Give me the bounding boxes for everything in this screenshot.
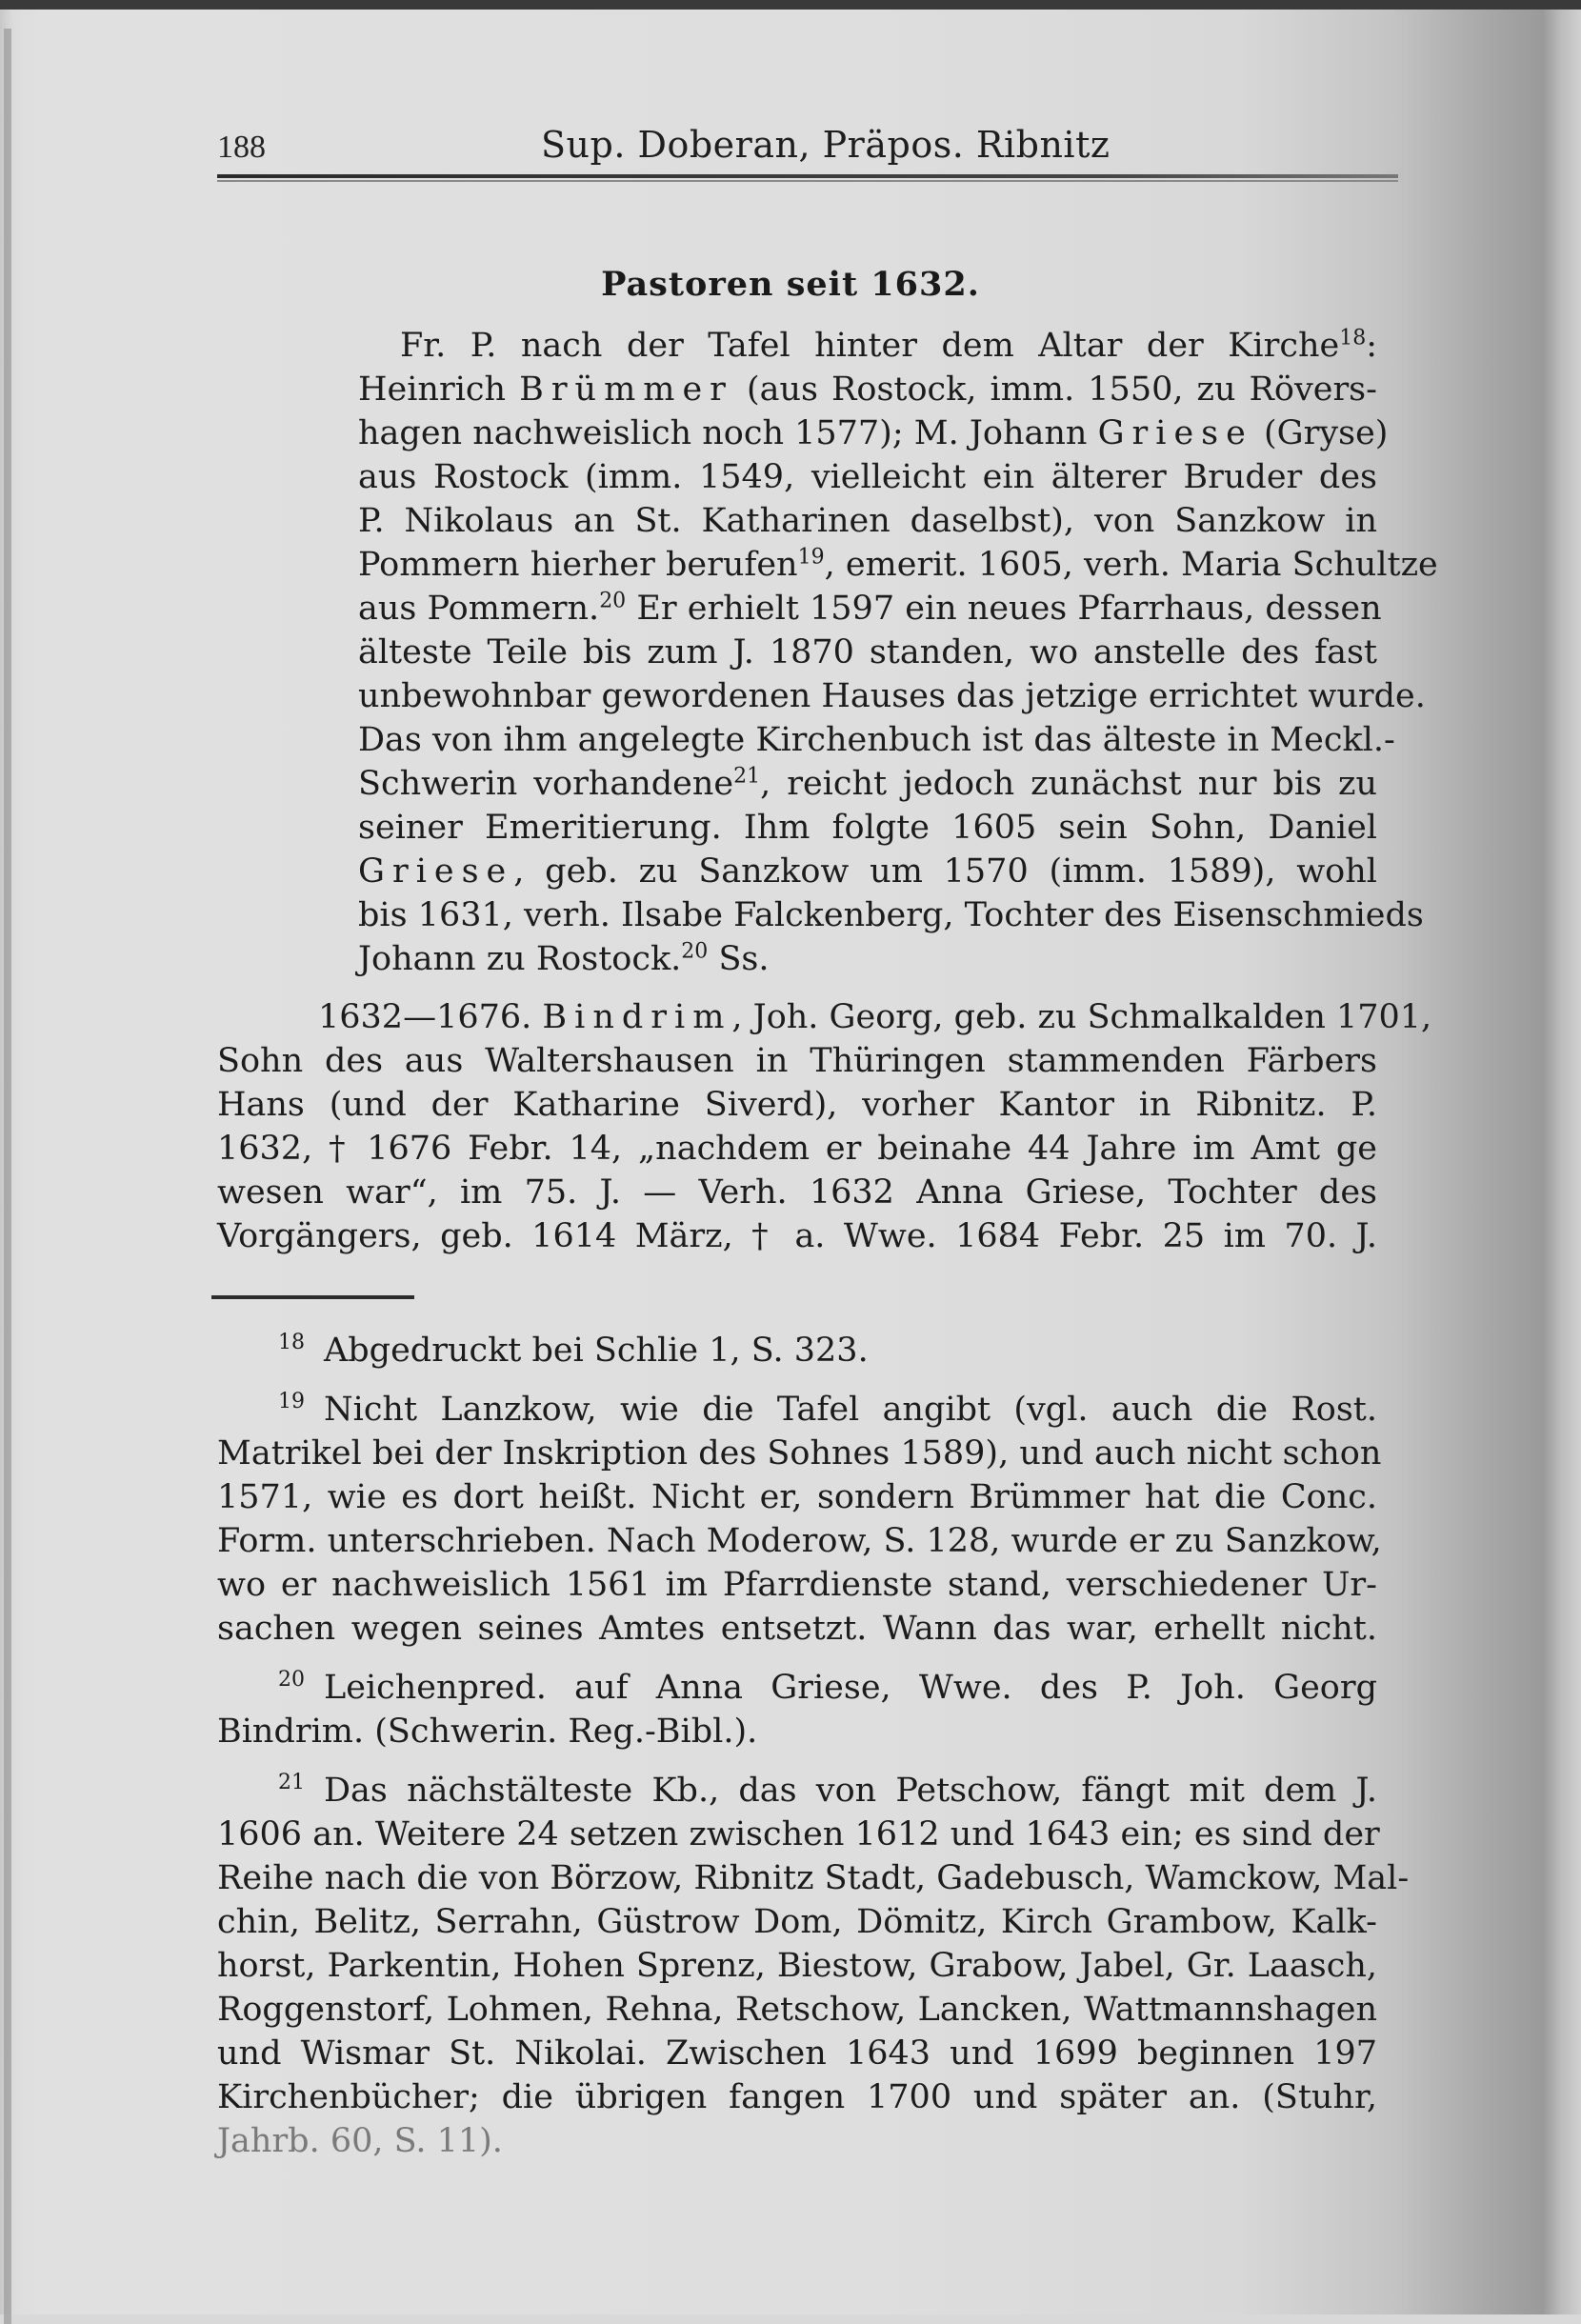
header-rule: [217, 174, 1398, 178]
paragraph-line: P. Nikolaus an St. Katharinen daselbst), von Sanzkow in: [358, 502, 1377, 540]
paragraph-line: Schwerin vorhandene$^{21}$, reicht jedoch zunächst nur bis zu: [358, 764, 1377, 803]
paragraph-line: älteste Teile bis zum J. 1870 standen, wo anstelle des fast: [358, 633, 1377, 671]
entry-line: 1632—1676. Bindrim, Joh. Georg, geb. zu Schmalkalden 1701,: [318, 998, 1432, 1036]
person-name: Bindrim: [542, 998, 732, 1036]
section-title: Pastoren seit 1632.: [601, 265, 980, 304]
footnote-21: [217, 1769, 1410, 2163]
page-binding-edge: [4, 29, 11, 2324]
paragraph-line: unbewohnbar gewordenen Hauses das jetzige errichtet wurde.: [358, 677, 1426, 715]
footnote-line: und Wismar St. Nikolai. Zwischen 1643 und 1699 beginnen 197: [217, 2034, 1377, 2073]
footnote-ref[interactable]: 18: [1339, 326, 1367, 351]
paragraph-line: seiner Emeritierung. Ihm folgte 1605 sein Sohn, Daniel: [358, 809, 1377, 847]
header-rule-secondary: [217, 180, 1398, 182]
person-name: Griese: [1097, 414, 1253, 452]
footnote-line: Jahrb. 60, S. 11).: [217, 2122, 503, 2160]
footnote-ref[interactable]: 20: [599, 589, 627, 613]
footnote-line: $^{21}$ Das nächstälteste Kb., das von Petschow, fängt mit dem J.: [278, 1771, 1377, 1810]
paragraph-line: Johann zu Rostock.$^{20}$ Ss.: [358, 939, 770, 978]
footnote-line: Kirchenbücher; die übrigen fangen 1700 und später an. (Stuhr,: [217, 2078, 1377, 2116]
footnote-number: 21: [278, 1771, 305, 1795]
footnote-line: $^{20}$ Leichenpred. auf Anna Griese, Wwe. des P. Joh. Georg: [278, 1668, 1377, 1707]
footnotes: [217, 1329, 1410, 2178]
footnote-line: horst, Parkentin, Hohen Sprenz, Biestow, Grabow, Jabel, Gr. Laasch,: [217, 1947, 1377, 1985]
footnote-line: 1571, wie es dort heißt. Nicht er, sondern Brümmer hat die Conc.: [217, 1478, 1377, 1516]
entry-line: wesen war“, im 75. J. — Verh. 1632 Anna Griese, Tochter des: [217, 1173, 1377, 1212]
footnote-18: [217, 1329, 1377, 1372]
footnote-line: chin, Belitz, Serrahn, Güstrow Dom, Dömitz, Kirch Grambow, Kalk-: [217, 1903, 1377, 1941]
footnote-line: Form. unterschrieben. Nach Moderow, S. 128, wurde er zu Sanzkow,: [217, 1522, 1382, 1560]
paragraph-line: aus Pommern.$^{20}$ Er erhielt 1597 ein neues Pfarrhaus, dessen: [358, 589, 1382, 628]
entry-line: Sohn des aus Waltershausen in Thüringen stammenden Färbers: [217, 1042, 1377, 1080]
footnote-number: 20: [278, 1668, 305, 1693]
person-name: Griese: [358, 852, 514, 891]
footnote-19: [217, 1388, 1382, 1651]
footnote-line: sachen wegen seines Amtes entsetzt. Wann das war, erhellt nicht.: [217, 1610, 1377, 1648]
footnote-number: 19: [278, 1390, 305, 1414]
footnote-line: Reihe nach die von Börzow, Ribnitz Stadt, Gadebusch, Wamckow, Mal-: [217, 1859, 1410, 1897]
running-head-title: Sup. Doberan, Präpos. Ribnitz: [541, 124, 1111, 166]
entry-line: Hans (und der Katharine Siverd), vorher Kantor in Ribnitz. P.: [217, 1086, 1377, 1124]
entry-line: 1632, † 1676 Febr. 14, „nachdem er beinahe 44 Jahre im Amt ge: [217, 1130, 1377, 1168]
running-head: [217, 124, 1379, 171]
footnote-line: $^{19}$ Nicht Lanzkow, wie die Tafel angibt (vgl. auch die Rost.: [278, 1390, 1377, 1429]
paragraph-line: Pommern hierher berufen$^{19}$, emerit. 1605, verh. Maria Schultze: [358, 545, 1438, 584]
footnote-ref[interactable]: 19: [797, 545, 825, 570]
footnote-line: wo er nachweislich 1561 im Pfarrdienste stand, verschiedener Ur-: [217, 1566, 1377, 1604]
footnote-ref[interactable]: 21: [733, 764, 761, 789]
paragraph-line: Fr. P. nach der Tafel hinter dem Altar der Kirche$^{18}$:: [400, 326, 1377, 365]
paragraph-line: Griese, geb. zu Sanzkow um 1570 (imm. 1589), wohl: [358, 852, 1377, 891]
footnote-number: 18: [278, 1331, 305, 1355]
paragraph-line: aus Rostock (imm. 1549, vielleicht ein älterer Bruder des: [358, 458, 1377, 496]
main-paragraph: [358, 324, 1438, 981]
footnote-line: Matrikel bei der Inskription des Sohnes 1589), und auch nicht schon: [217, 1434, 1382, 1473]
footnote-line: $^{18}$ Abgedruckt bei Schlie 1, S. 323.: [278, 1331, 869, 1370]
page-number: 188: [217, 130, 266, 165]
paragraph-line: Das von ihm angelegte Kirchenbuch ist das älteste in Meckl.-: [358, 721, 1395, 759]
person-name: Brümmer: [519, 371, 733, 409]
paragraph-line: hagen nachweislich noch 1577); M. Johann Griese (Gryse): [358, 414, 1389, 452]
footnote-line: 1606 an. Weitere 24 setzen zwischen 1612 und 1643 ein; es sind der: [217, 1815, 1380, 1853]
paragraph-line: Heinrich Brümmer (aus Rostock, imm. 1550, zu Rövers-: [358, 371, 1377, 409]
footnote-separator: [211, 1295, 414, 1299]
footnote-20: [217, 1666, 1377, 1753]
footnote-line: Bindrim. (Schwerin. Reg.-Bibl.).: [217, 1713, 758, 1751]
entry-line: Vorgängers, geb. 1614 März, † a. Wwe. 1684 Febr. 25 im 70. J.: [217, 1217, 1377, 1255]
pastor-entry-1632: [217, 995, 1432, 1258]
footnote-ref[interactable]: 20: [681, 939, 709, 964]
entry-dates: 1632—1676.: [318, 998, 532, 1036]
footnote-line: Roggenstorf, Lohmen, Rehna, Retschow, Lancken, Wattmannshagen: [217, 1991, 1377, 2029]
paragraph-line: bis 1631, verh. Ilsabe Falckenberg, Tochter des Eisenschmieds: [358, 896, 1424, 934]
